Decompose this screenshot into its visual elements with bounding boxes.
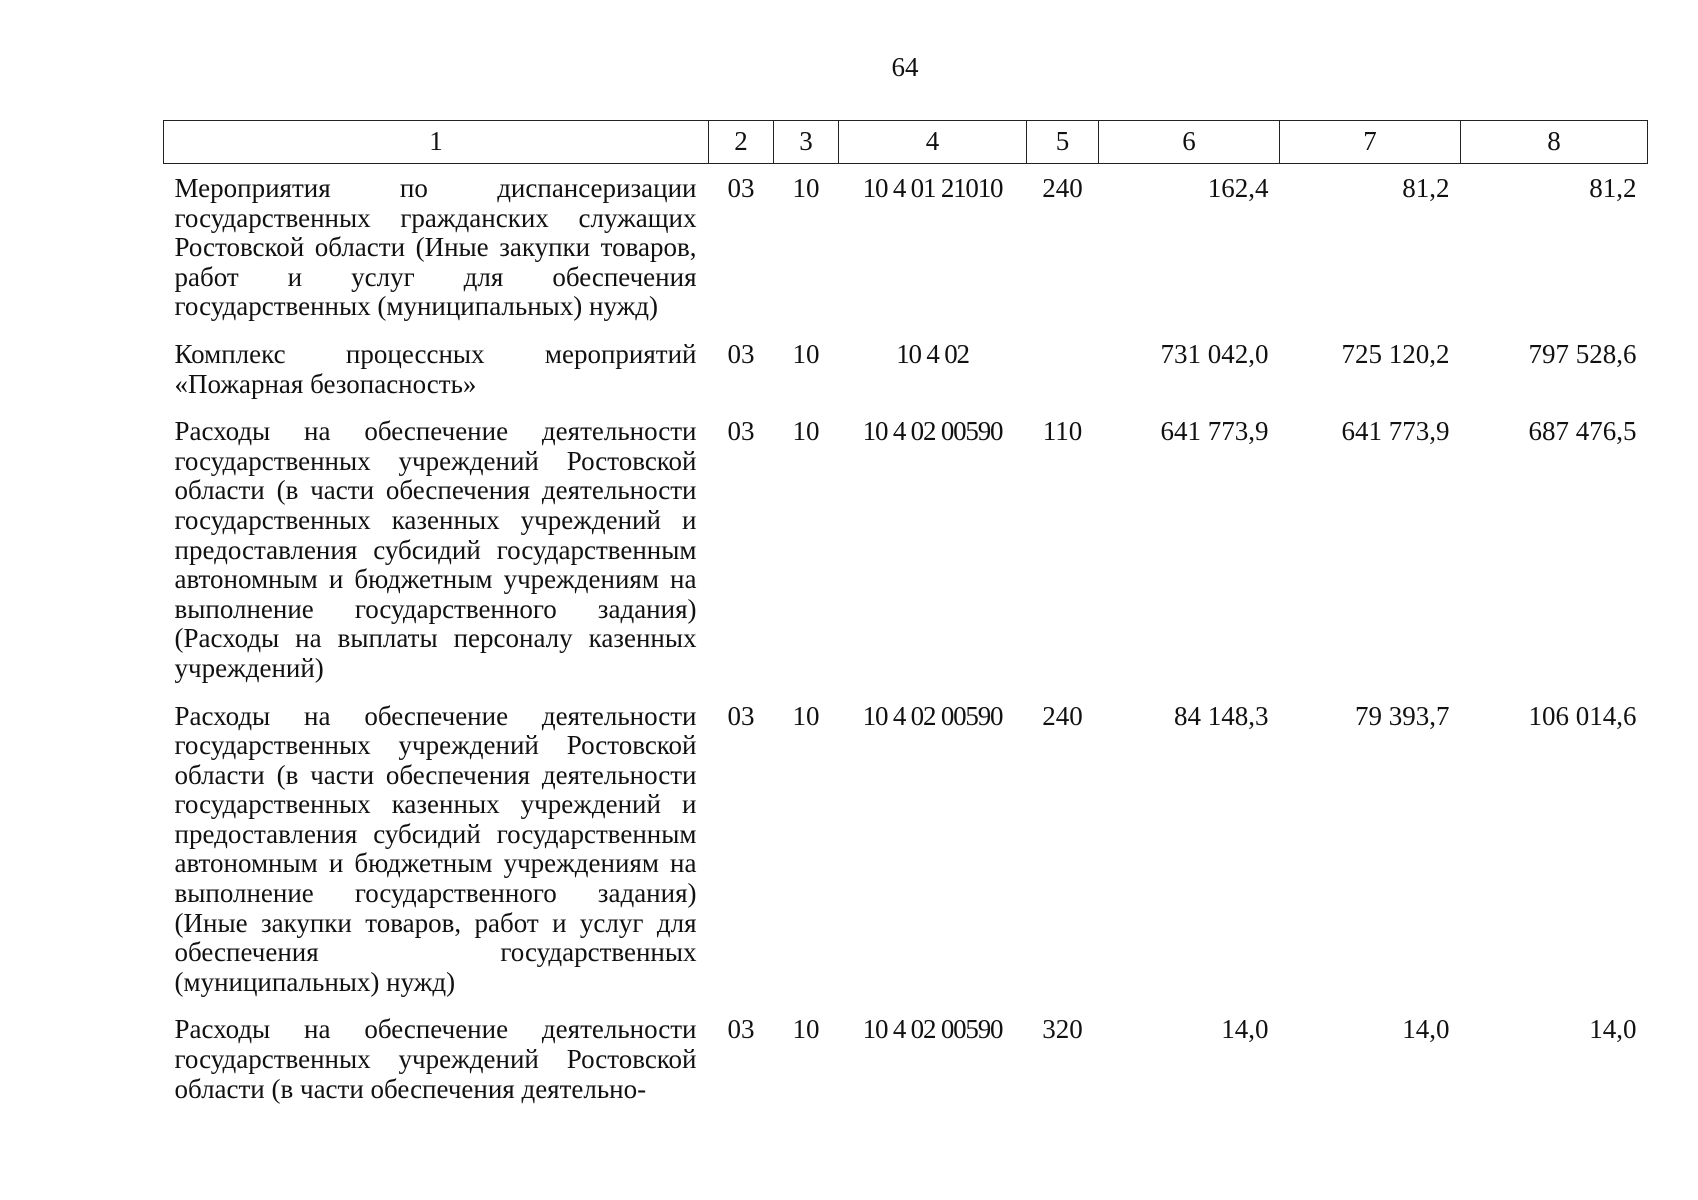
row-description: Комплекс процессных мероприятий «Пожарная безопасность» — [174, 338, 697, 399]
budget-table — [163, 120, 1648, 1112]
expense-type-code: 240 — [1042, 700, 1083, 731]
column-header-5: 5 — [1027, 121, 1099, 164]
column-header-7: 7 — [1280, 121, 1461, 164]
subsection-code: 10 — [792, 173, 820, 203]
target-article-code: 10 4 02 00590 — [862, 1014, 1003, 1045]
amount-col-6: 162,4 — [1207, 173, 1269, 203]
amount-col-8: 797 528,6 — [1528, 338, 1637, 369]
amount-col-8: 687 476,5 — [1528, 416, 1637, 447]
target-article-code: 10 4 02 00590 — [862, 700, 1003, 731]
column-header-3: 3 — [774, 121, 839, 164]
section-code: 03 — [727, 700, 755, 731]
amount-col-8: 14,0 — [1589, 1014, 1637, 1045]
table-row — [164, 330, 1648, 407]
row-description: Расходы на обеспечение деятельности государственных учреждений Ростовской области (в части обеспечения деятельности государственных казенных учреждений и предоставления субсидий государственным автономным и бюджетным учреждениям на выполнение государственного задания) (Расходы на выплаты персоналу казенных учреждений) — [174, 416, 697, 683]
page-number: 64 — [891, 52, 919, 82]
target-article-code: 10 4 02 — [896, 338, 969, 369]
amount-col-6: 14,0 — [1221, 1014, 1269, 1045]
section-code: 03 — [727, 338, 755, 369]
section-code: 03 — [727, 1014, 755, 1045]
header-row — [164, 121, 1648, 164]
amount-col-7: 81,2 — [1402, 173, 1450, 203]
amount-col-7: 641 773,9 — [1341, 416, 1450, 447]
row-description: Мероприятия по диспансеризации государственных гражданских служащих Ростовской области (Иные закупки товаров, работ и услуг для обеспечения государственных (муниципальных) нужд) — [174, 173, 697, 322]
section-code: 03 — [727, 416, 755, 447]
target-article-code: 10 4 01 21010 — [862, 173, 1003, 203]
column-header-4: 4 — [839, 121, 1027, 164]
column-header-6: 6 — [1099, 121, 1280, 164]
amount-col-6: 84 148,3 — [1174, 700, 1269, 731]
amount-col-6: 641 773,9 — [1160, 416, 1269, 447]
table-row — [164, 1005, 1648, 1112]
table-row — [164, 692, 1648, 1006]
subsection-code: 10 — [792, 338, 820, 369]
column-header-1: 1 — [164, 121, 709, 164]
expense-type-code — [1027, 330, 1099, 407]
target-article-code: 10 4 02 00590 — [862, 416, 1003, 447]
table-row — [164, 407, 1648, 691]
subsection-code: 10 — [792, 416, 820, 447]
amount-col-6: 731 042,0 — [1160, 338, 1269, 369]
expense-type-code: 110 — [1042, 416, 1083, 447]
expense-type-code: 240 — [1042, 173, 1083, 203]
amount-col-8: 106 014,6 — [1528, 700, 1637, 731]
column-header-8: 8 — [1461, 121, 1648, 164]
column-header-2: 2 — [709, 121, 774, 164]
amount-col-7: 14,0 — [1402, 1014, 1450, 1045]
subsection-code: 10 — [792, 1014, 820, 1045]
section-code: 03 — [727, 173, 755, 203]
table-row — [164, 164, 1648, 330]
amount-col-7: 79 393,7 — [1355, 700, 1450, 731]
amount-col-7: 725 120,2 — [1341, 338, 1450, 369]
expense-type-code: 320 — [1042, 1014, 1083, 1045]
amount-col-8: 81,2 — [1589, 173, 1637, 203]
row-description: Расходы на обеспечение деятельности государственных учреждений Ростовской области (в части обеспечения деятельно- — [174, 1014, 697, 1104]
subsection-code: 10 — [792, 700, 820, 731]
row-description: Расходы на обеспечение деятельности государственных учреждений Ростовской области (в части обеспечения деятельности государственных казенных учреждений и предоставления субсидий государственным автономным и бюджетным учреждениям на выполнение государственного задания) (Иные закупки товаров, работ и услуг для обеспечения государственных (муниципальных) нужд) — [174, 700, 697, 997]
